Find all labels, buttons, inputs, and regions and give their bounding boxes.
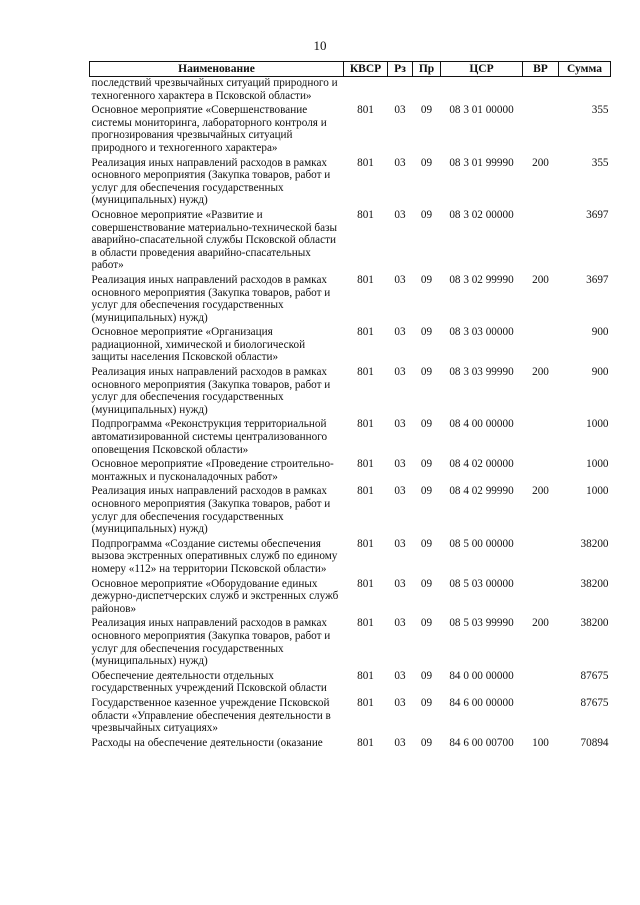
page-number: 10 xyxy=(313,38,327,53)
cell-pr: 09 xyxy=(420,669,433,682)
cell-vr xyxy=(523,538,559,578)
cell-csr: 08 3 01 00000 xyxy=(449,104,514,117)
table-row xyxy=(90,157,611,209)
cell-csr: 08 5 03 00000 xyxy=(449,577,514,590)
cell-name: Подпрограмма «Реконструкция территориальной автоматизированной системы централизованного оповещения Псковской области» xyxy=(91,418,328,456)
cell-csr: 08 5 03 99990 xyxy=(449,617,514,630)
header-sum: Сумма xyxy=(559,62,611,77)
cell-name: Основное мероприятие «Организация радиационной, химической и биологической защиты населения Псковской области» xyxy=(91,326,306,364)
cell-name: Реализация иных направлений расходов в рамках основного мероприятия (Закупка товаров, работ и услуг для обеспечения государственных (муниципальных) нужд) xyxy=(91,156,331,207)
cell-name: Подпрограмма «Создание системы обеспечения вызова экстренных оперативных служб по единому номеру «112» на территории Псковской области» xyxy=(91,537,338,575)
budget-table xyxy=(89,61,611,751)
cell-rz: 03 xyxy=(394,537,406,550)
cell-sum: 355 xyxy=(591,156,609,169)
cell-csr: 84 6 00 00000 xyxy=(449,696,514,709)
cell-pr: 09 xyxy=(420,736,433,749)
cell-name: Обеспечение деятельности отдельных государственных учреждений Псковской области xyxy=(91,669,327,695)
table-row xyxy=(90,104,611,156)
cell-rz: 03 xyxy=(394,208,406,221)
cell-pr: 09 xyxy=(420,273,433,286)
cell-vr: 200 xyxy=(532,617,549,630)
cell-sum: 87675 xyxy=(580,669,609,682)
header-csr: ЦСР xyxy=(441,62,523,77)
cell-vr xyxy=(523,578,559,618)
cell-vr xyxy=(523,697,559,737)
cell-rz: 03 xyxy=(394,736,406,749)
cell-name: Основное мероприятие «Совершенствование системы мониторинга, лабораторного контроля и прогнозирования чрезвычайных ситуаций природного и техногенного характера» xyxy=(91,104,327,154)
cell-rz: 03 xyxy=(394,156,406,169)
cell-csr: 08 3 01 99990 xyxy=(449,156,514,169)
cell-pr: 09 xyxy=(420,366,433,379)
header-kvsr: КВСР xyxy=(344,62,388,77)
table-row xyxy=(90,578,611,618)
cell-sum: 87675 xyxy=(580,696,609,709)
cell-kvsr: 801 xyxy=(357,669,374,682)
cell-vr: 200 xyxy=(532,273,549,286)
table-row xyxy=(90,538,611,578)
cell-rz: 03 xyxy=(394,273,406,286)
cell-pr: 09 xyxy=(420,577,433,590)
cell-name: Реализация иных направлений расходов в рамках основного мероприятия (Закупка товаров, работ и услуг для обеспечения государственных (муниципальных) нужд) xyxy=(91,366,331,416)
cell-pr: 09 xyxy=(420,617,433,630)
cell-sum: 900 xyxy=(591,366,609,379)
cell-csr: 84 6 00 00700 xyxy=(449,736,514,749)
cell-pr: 09 xyxy=(420,537,433,550)
cell-kvsr: 801 xyxy=(357,736,374,749)
cell-kvsr: 801 xyxy=(357,366,374,379)
cell-name: Основное мероприятие «Оборудование единых дежурно-диспетчерских служб и экстренных служб районов» xyxy=(91,577,339,615)
table-row xyxy=(90,697,611,737)
cell-kvsr: 801 xyxy=(357,485,374,498)
table-row xyxy=(90,670,611,697)
header-pr: Пр xyxy=(413,62,441,77)
table-row xyxy=(90,77,611,105)
cell-csr: 08 3 02 99990 xyxy=(449,273,514,286)
cell-sum: 38200 xyxy=(580,577,609,590)
cell-csr: 84 0 00 00000 xyxy=(449,669,514,682)
cell-name: Реализация иных направлений расходов в рамках основного мероприятия (Закупка товаров, работ и услуг для обеспечения государственных (муниципальных) нужд) xyxy=(91,485,331,536)
cell-sum: 355 xyxy=(591,104,609,117)
cell-kvsr: 801 xyxy=(357,537,374,550)
cell-name: Реализация иных направлений расходов в рамках основного мероприятия (Закупка товаров, работ и услуг для обеспечения государственных (муниципальных) нужд) xyxy=(91,617,331,668)
cell-sum: 1000 xyxy=(586,485,609,498)
table-row xyxy=(90,418,611,458)
cell-name: Основное мероприятие «Проведение строительно-монтажных и пусконаладочных работ» xyxy=(91,458,334,483)
cell-sum: 1000 xyxy=(586,418,609,431)
cell-rz: 03 xyxy=(394,366,406,379)
cell-rz: 03 xyxy=(394,485,406,498)
header-vr: ВР xyxy=(523,62,559,77)
cell-pr: 09 xyxy=(420,696,433,709)
cell-pr: 09 xyxy=(420,418,433,431)
cell-rz: 03 xyxy=(394,104,406,117)
cell-csr: 08 3 03 00000 xyxy=(449,326,514,339)
header-rz: Рз xyxy=(388,62,413,77)
cell-vr xyxy=(523,104,559,156)
cell-sum: 38200 xyxy=(580,617,609,630)
cell-sum: 3697 xyxy=(586,208,609,221)
cell-csr: 08 3 02 00000 xyxy=(449,208,514,221)
cell-vr: 200 xyxy=(532,366,549,379)
cell-sum: 70894 xyxy=(580,736,609,749)
cell-csr xyxy=(441,77,523,105)
cell-rz: 03 xyxy=(394,696,406,709)
cell-rz xyxy=(388,77,413,105)
table-row xyxy=(90,485,611,537)
cell-kvsr: 801 xyxy=(357,326,374,339)
cell-kvsr: 801 xyxy=(357,208,374,221)
cell-name: Основное мероприятие «Развитие и совершенствование материально-технической базы аварийно-спасательной службы Псковской области в области проведения аварийно-спасательных работ» xyxy=(91,208,338,272)
table-row xyxy=(90,458,611,485)
cell-sum: 38200 xyxy=(580,537,609,550)
cell-csr: 08 5 00 00000 xyxy=(449,537,514,550)
cell-sum: 1000 xyxy=(586,458,609,471)
cell-vr xyxy=(523,77,559,105)
table-row xyxy=(90,737,611,752)
cell-vr xyxy=(523,209,559,274)
cell-csr: 08 3 03 99990 xyxy=(449,366,514,379)
cell-csr: 08 4 00 00000 xyxy=(449,418,514,431)
cell-kvsr: 801 xyxy=(357,273,374,286)
cell-name: Реализация иных направлений расходов в рамках основного мероприятия (Закупка товаров, работ и услуг для обеспечения государственных (муниципальных) нужд) xyxy=(91,273,331,324)
cell-kvsr xyxy=(344,77,388,105)
cell-rz: 03 xyxy=(394,458,406,471)
cell-pr: 09 xyxy=(420,458,433,471)
cell-vr xyxy=(523,326,559,366)
cell-rz: 03 xyxy=(394,418,406,431)
cell-vr xyxy=(523,670,559,697)
table-row xyxy=(90,326,611,366)
cell-kvsr: 801 xyxy=(357,458,374,471)
cell-name: Расходы на обеспечение деятельности (оказание xyxy=(91,736,323,749)
table-row xyxy=(90,274,611,326)
cell-rz: 03 xyxy=(394,617,406,630)
cell-kvsr: 801 xyxy=(357,696,374,709)
cell-name: Государственное казенное учреждение Псковской области «Управление обеспечения деятельности в чрезвычайных ситуациях» xyxy=(91,696,331,735)
cell-kvsr: 801 xyxy=(357,617,374,630)
cell-vr: 200 xyxy=(532,485,549,498)
cell-rz: 03 xyxy=(394,577,406,590)
cell-kvsr: 801 xyxy=(357,577,374,590)
cell-csr: 08 4 02 00000 xyxy=(449,458,514,471)
cell-name: последствий чрезвычайных ситуаций природного и техногенного характера в Псковской области» xyxy=(91,77,338,102)
table-row xyxy=(90,617,611,669)
cell-kvsr: 801 xyxy=(357,156,374,169)
cell-sum: 900 xyxy=(591,326,609,339)
cell-pr: 09 xyxy=(420,104,433,117)
cell-rz: 03 xyxy=(394,326,406,339)
cell-pr: 09 xyxy=(420,208,433,221)
cell-vr xyxy=(523,418,559,458)
cell-sum: 3697 xyxy=(586,273,609,286)
cell-vr xyxy=(523,458,559,485)
cell-pr: 09 xyxy=(420,326,433,339)
table-header-row xyxy=(90,62,611,77)
cell-pr: 09 xyxy=(420,156,433,169)
cell-kvsr: 801 xyxy=(357,418,374,431)
cell-pr: 09 xyxy=(420,485,433,498)
cell-rz: 03 xyxy=(394,669,406,682)
cell-vr: 100 xyxy=(532,736,549,749)
table-row xyxy=(90,209,611,274)
cell-csr: 08 4 02 99990 xyxy=(449,485,514,498)
cell-vr: 200 xyxy=(532,156,549,169)
cell-sum xyxy=(559,77,611,105)
header-name: Наименование xyxy=(90,62,344,77)
cell-kvsr: 801 xyxy=(357,104,374,117)
table-row xyxy=(90,366,611,418)
cell-pr xyxy=(413,77,441,105)
